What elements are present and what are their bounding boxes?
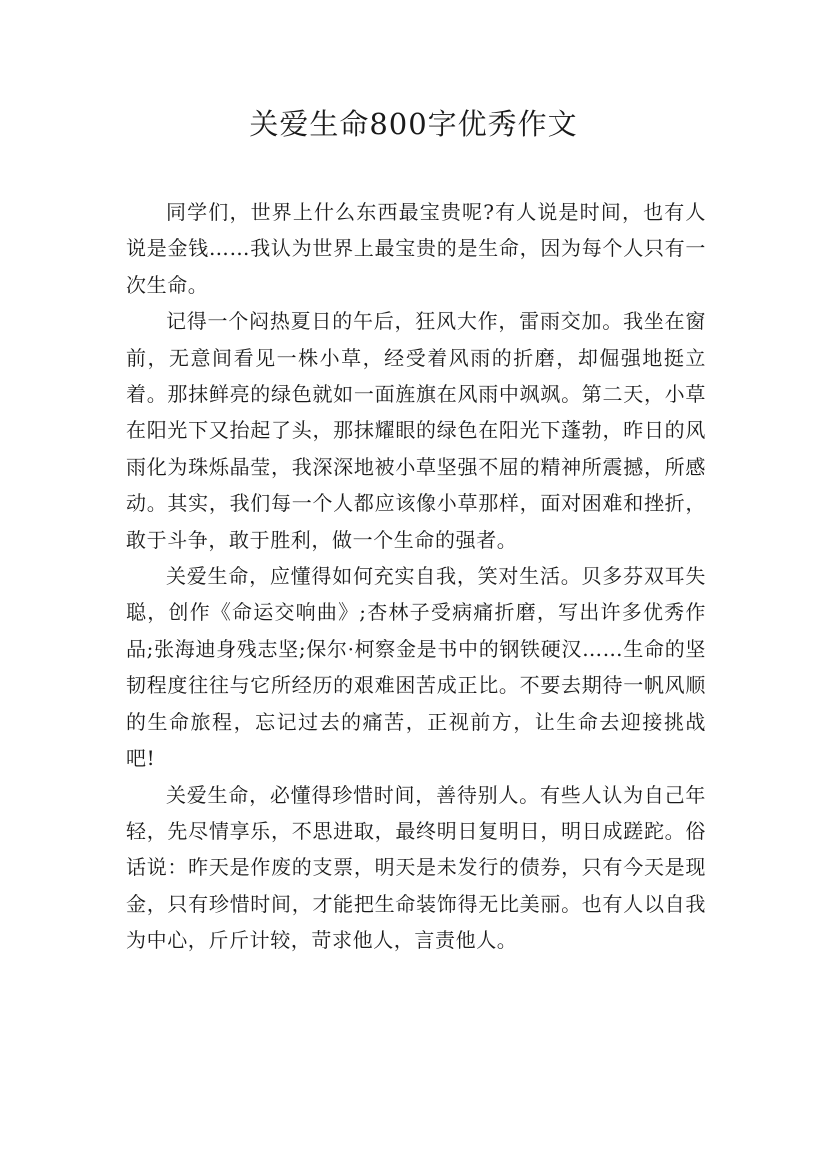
document-body (126, 194, 706, 959)
paragraph-2: 记得一个闷热夏日的午后，狂风大作，雷雨交加。我坐在窗前，无意间看见一株小草，经受着风雨的折磨，却倔强地挺立着。那抹鲜亮的绿色就如一面旌旗在风雨中飒飒。第二天，小草在阳光下又抬起了头，那抹耀眼的绿色在阳光下蓬勃，昨日的风雨化为珠烁晶莹，我深深地被小草坚强不屈的精神所震撼，所感动。其实，我们每一个人都应该像小草那样，面对困难和挫折，敢于斗争，敢于胜利，做一个生命的强者。 (126, 309, 706, 552)
document-title: 关爱生命800字优秀作文 (249, 107, 578, 141)
paragraph-4: 关爱生命，必懂得珍惜时间，善待别人。有些人认为自己年轻，先尽情享乐，不思进取，最终明日复明日，明日成蹉跎。俗话说：昨天是作废的支票，明天是未发行的债券，只有今天是现金，只有珍惜时间，才能把生命装饰得无比美丽。也有人以自我为中心，斤斤计较，苛求他人，言责他人。 (126, 782, 706, 953)
paragraph-1: 同学们，世界上什么东西最宝贵呢?有人说是时间，也有人说是金钱……我认为世界上最宝贵的是生命，因为每个人只有一次生命。 (126, 200, 706, 297)
paragraph-3: 关爱生命，应懂得如何充实自我，笑对生活。贝多芬双耳失聪，创作《命运交响曲》;杏林子受病痛折磨，写出许多优秀作品;张海迪身残志坚;保尔·柯察金是书中的钢铁硬汉……生命的坚韧程度往往与它所经历的艰难困苦成正比。不要去期待一帆风顺的生命旅程，忘记过去的痛苦，正视前方，让生命去迎接挑战吧! (126, 564, 706, 771)
